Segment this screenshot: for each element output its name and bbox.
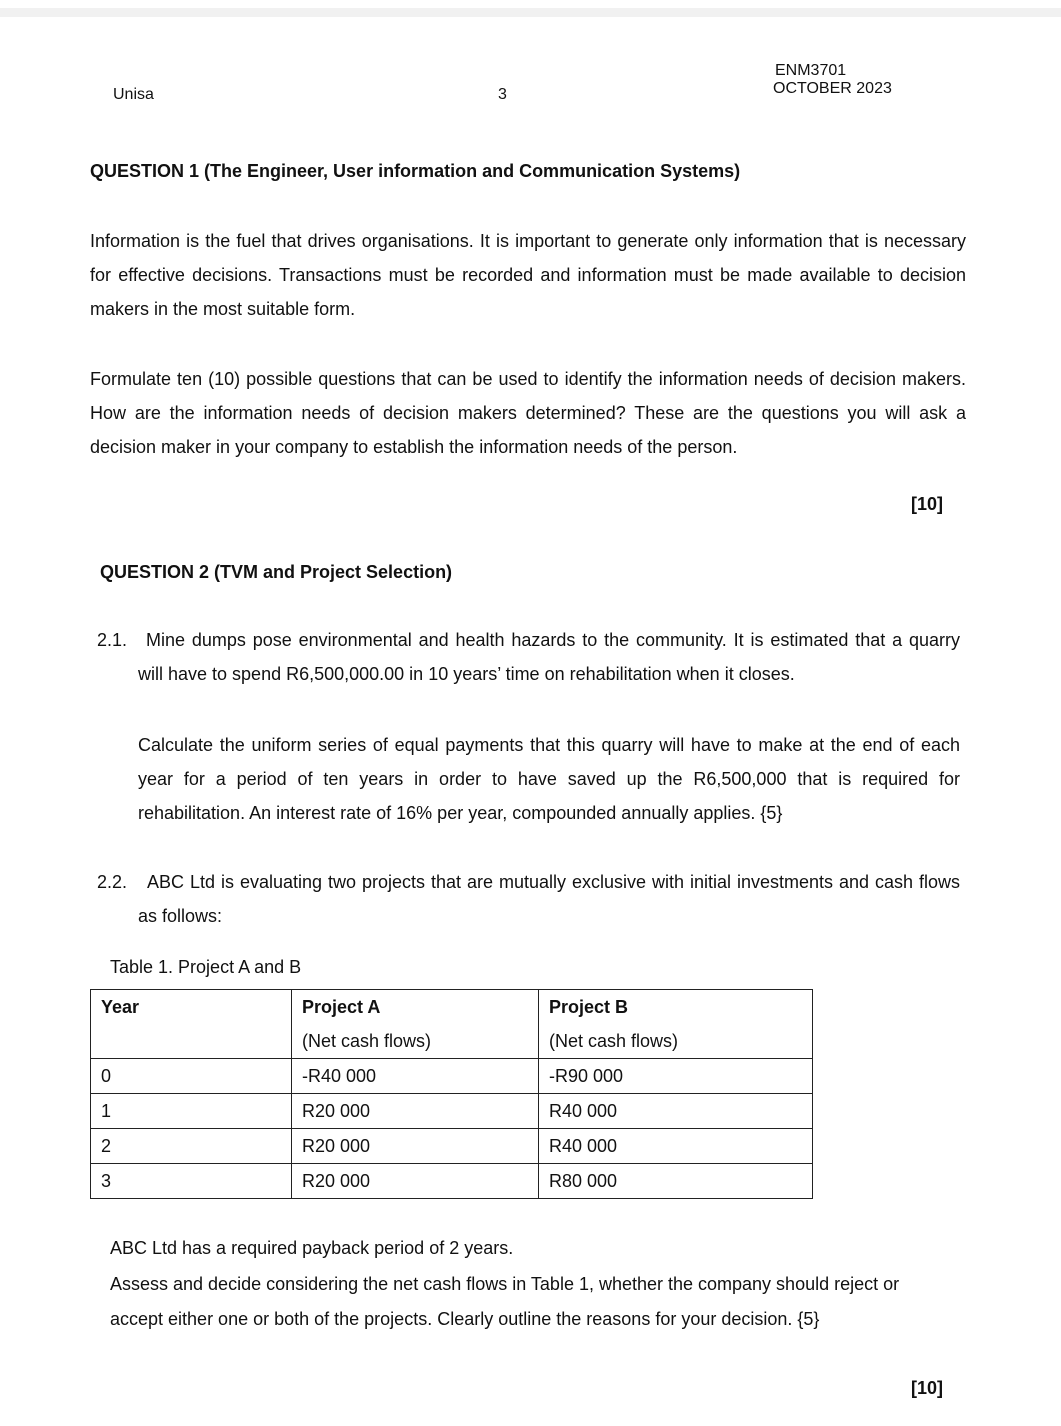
header-date: OCTOBER 2023 [773,80,892,97]
header-module-code: ENM3701 [775,62,847,79]
cell: R20 000 [292,1129,539,1164]
table-row [91,1059,813,1094]
q22-number: 2.2. [97,872,128,892]
table-caption: Table 1. Project A and B [110,957,302,977]
table-row [91,1164,813,1199]
q21-text [138,623,960,691]
header-project-a [292,990,539,1059]
q1-paragraph-2: Formulate ten (10) possible questions that can be used to identify the information needs of decision makers. How are the information needs of decision makers determined? These are the questions you will ask a decision maker in your company to establish the information needs of the person. [90,369,966,457]
header-institution: Unisa [113,86,154,103]
q2-title: QUESTION 2 (TVM and Project Selection) [100,562,453,582]
q1-paragraph-1: Information is the fuel that drives organisations. It is important to generate only information that is necessary for effective decisions. Transactions must be recorded and information must be made available to decision makers in the most suitable form. [90,231,966,319]
q21-calculate: Calculate the uniform series of equal payments that this quarry will have to make at the end of each year for a period of ten years in order to have saved up the R6,500,000 that is required for rehabilitation. An interest rate of 16% per year, compounded annually applies. {5} [138,735,960,823]
project-b-sub: (Net cash flows) [549,1031,679,1051]
payback-text: ABC Ltd has a required payback period of 2 years. [110,1238,514,1258]
table-row [91,1129,813,1164]
cell: 1 [91,1094,292,1129]
assess-text: Assess and decide considering the net cash flows in Table 1, whether the company should reject or accept either one or both of the projects. Clearly outline the reasons for your decision. {5} [110,1274,900,1329]
cell: R40 000 [539,1129,813,1164]
header-year: Year [91,990,292,1059]
cell: R80 000 [539,1164,813,1199]
header-page-number: 3 [498,86,507,103]
cell: R20 000 [292,1164,539,1199]
header-project-b [539,990,813,1059]
cash-flow-table [90,989,813,1199]
cell: R40 000 [539,1094,813,1129]
cell: -R40 000 [292,1059,539,1094]
cell: 0 [91,1059,292,1094]
q21-number: 2.1. [97,630,128,650]
project-b-label: Project B [549,997,629,1017]
top-strip [0,8,1061,17]
q2-marks: [10] [911,1378,944,1398]
project-a-sub: (Net cash flows) [302,1031,432,1051]
cell: 2 [91,1129,292,1164]
q1-marks: [10] [911,494,944,514]
q22-text: ABC Ltd is evaluating two projects that are mutually exclusive with initial investments and cash flows as follows: [138,872,960,926]
cell: 3 [91,1164,292,1199]
cell: R20 000 [292,1094,539,1129]
project-a-label: Project A [302,997,381,1017]
table-row [91,1094,813,1129]
q21-text-content: Mine dumps pose environmental and health hazards to the community. It is estimated that a quarry will have to spend R6,500,000.00 in 10 years’ time on rehabilitation when it closes. [138,630,960,684]
cell: -R90 000 [539,1059,813,1094]
q1-title: QUESTION 1 (The Engineer, User information and Communication Systems) [90,161,741,181]
table-header-row [91,990,813,1059]
